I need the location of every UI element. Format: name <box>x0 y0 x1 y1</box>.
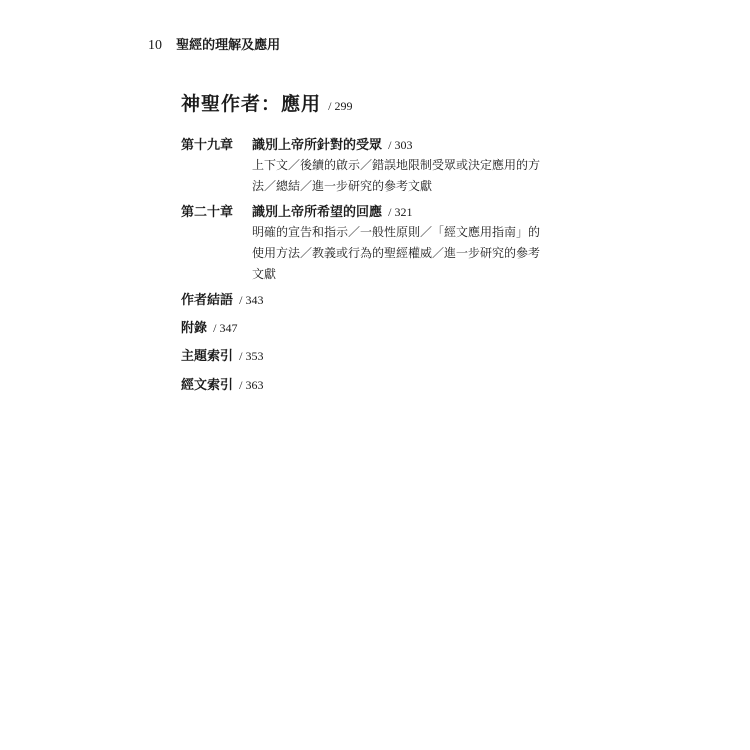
description-line: 文獻 <box>252 267 277 281</box>
entry-page-ref: / 363 <box>239 378 264 392</box>
chapter-title: 識別上帝所希望的回應 <box>252 205 383 220</box>
chapter-description <box>252 155 552 197</box>
entry-page-ref: / 353 <box>239 349 264 363</box>
description-line: 明確的宣告和指示／一般性原則／「經文應用指南」的 <box>252 225 541 239</box>
entry-title: 附錄 <box>181 321 208 336</box>
back-matter-entry-afterword <box>181 289 264 308</box>
entry-title: 經文索引 <box>181 378 234 393</box>
chapter-label: 第十九章 <box>181 138 234 153</box>
running-head <box>148 34 280 54</box>
back-matter-entry-subject-index <box>181 345 264 364</box>
description-line: 法／總結／進一步研究的參考文獻 <box>252 179 433 193</box>
back-matter-entry-appendix <box>181 317 238 336</box>
chapter-title: 識別上帝所針對的受眾 <box>252 138 383 153</box>
part-heading <box>181 89 352 116</box>
back-matter-entry-scripture-index <box>181 374 264 393</box>
entry-title: 作者結語 <box>181 293 234 308</box>
description-line: 上下文／後續的啟示／錯誤地限制受眾或決定應用的方 <box>252 158 541 172</box>
chapter-heading <box>181 203 561 222</box>
chapter-heading <box>181 136 561 155</box>
chapter-entry-19 <box>181 136 561 197</box>
page-number: 10 <box>148 38 162 53</box>
description-line: 使用方法／教義或行為的聖經權威／進一步研究的參考 <box>252 246 541 260</box>
book-title: 聖經的理解及應用 <box>176 38 281 53</box>
chapter-page-ref: / 303 <box>388 138 413 152</box>
chapter-page-ref: / 321 <box>388 205 413 219</box>
part-page-ref: / 299 <box>328 99 353 113</box>
entry-title: 主題索引 <box>181 349 234 364</box>
part-title: 神聖作者：應用 <box>181 93 322 115</box>
chapter-label: 第二十章 <box>181 205 234 220</box>
chapter-entry-20 <box>181 203 561 285</box>
chapter-description <box>252 222 552 285</box>
entry-page-ref: / 347 <box>213 321 238 335</box>
entry-page-ref: / 343 <box>239 293 264 307</box>
